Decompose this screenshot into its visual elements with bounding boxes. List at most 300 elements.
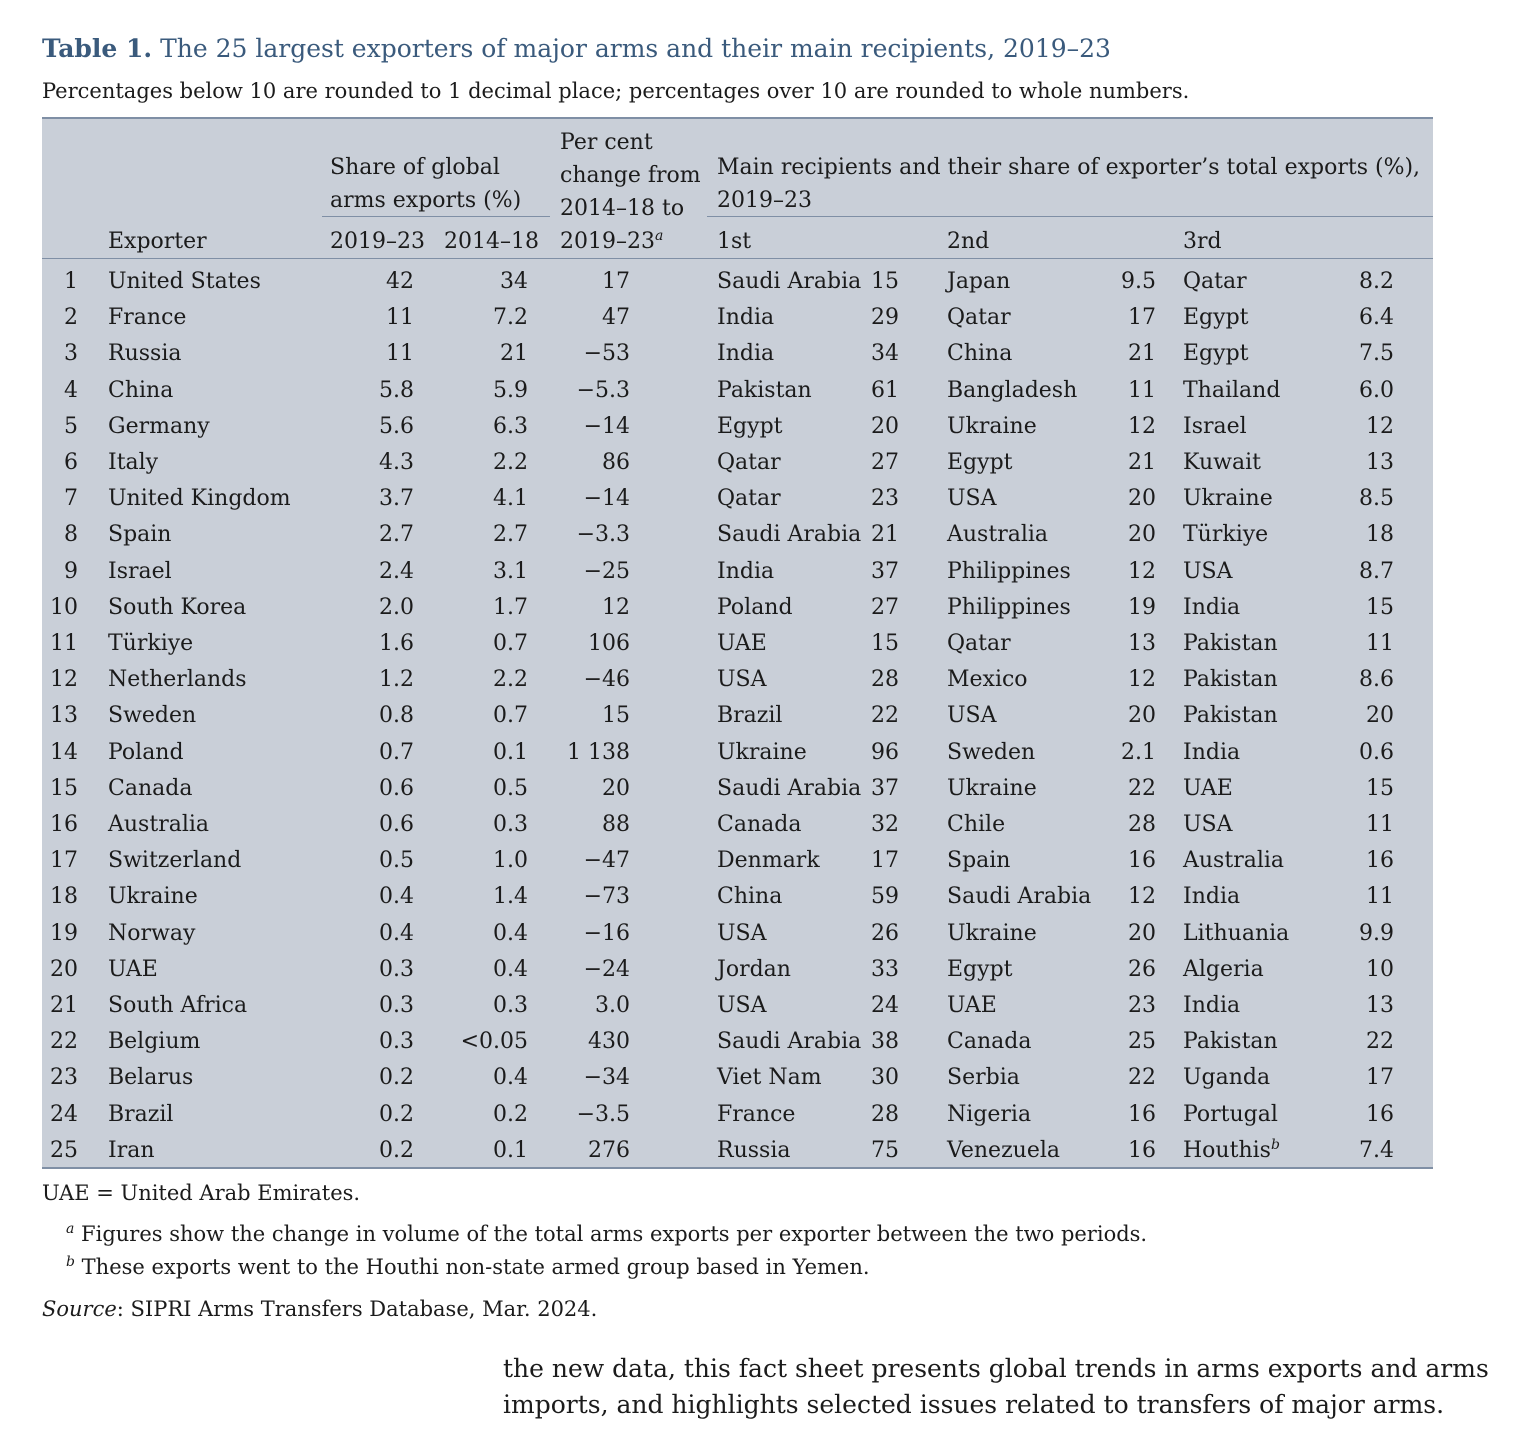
recipient-3-share-cell — [1332, 811, 1394, 839]
recipient-2-share-cell-text: 22 — [1128, 775, 1156, 801]
source-label: Source — [42, 1297, 117, 1321]
recipient-2-cell — [947, 630, 1011, 658]
change-cell-text: 276 — [588, 1137, 630, 1163]
recipient-1-share-cell-text: 21 — [871, 522, 899, 548]
share-2019-cell-text: 0.4 — [379, 884, 414, 910]
recipient-3-share-cell — [1332, 883, 1394, 911]
table-row — [42, 882, 1433, 918]
recipient-3-cell — [1183, 413, 1247, 441]
recipient-2-share-cell — [1092, 594, 1156, 622]
recipient-1-cell — [717, 521, 861, 549]
recipient-3-share-cell — [1332, 630, 1394, 658]
recipient-1-cell-text: China — [717, 884, 783, 910]
share-2019-cell — [330, 739, 414, 767]
change-cell — [560, 702, 630, 730]
change-cell-text: 88 — [602, 812, 630, 837]
recipient-2-cell — [947, 1028, 1031, 1056]
recipient-2-share-cell-text: 9.5 — [1121, 269, 1156, 294]
recipient-1-share-cell — [862, 304, 899, 332]
footnote-a — [66, 1222, 1147, 1246]
recipient-1-share-cell — [862, 702, 899, 730]
recipient-2-share-cell-text: 20 — [1128, 522, 1156, 548]
recipient-3-share-cell-text: 16 — [1366, 1101, 1394, 1127]
header-share-rule — [322, 216, 550, 217]
recipient-1-cell-text: USA — [717, 920, 767, 946]
share-2019-cell — [330, 775, 414, 803]
recipient-2-share-cell — [1092, 1028, 1156, 1056]
body-text-line2: imports, and highlights selected issues related to transfers of major arms. — [503, 1390, 1445, 1419]
recipient-3-share-cell — [1332, 702, 1394, 730]
recipient-1-share-cell — [862, 956, 899, 984]
recipient-3-cell-text: Thailand — [1183, 377, 1281, 403]
recipient-3-share-cell-text: 8.5 — [1359, 486, 1394, 512]
change-cell — [560, 1028, 630, 1056]
exporter-cell — [108, 340, 181, 368]
recipient-3-cell — [1183, 811, 1233, 839]
share-2014-cell — [444, 811, 528, 839]
recipient-1-cell-text: India — [717, 558, 775, 584]
share-2014-cell — [444, 666, 528, 694]
rank-cell-text: 21 — [50, 993, 78, 1018]
recipient-2-cell — [947, 268, 1010, 296]
recipient-3-share-cell-text: 16 — [1366, 848, 1394, 874]
exporter-cell — [108, 630, 193, 658]
exporter-cell — [108, 811, 209, 839]
header-change-line2: change from — [560, 163, 701, 188]
recipient-1-cell — [717, 558, 774, 586]
share-2014-cell — [444, 521, 528, 549]
recipient-1-share-cell-text: 61 — [871, 377, 899, 403]
share-2014-cell — [444, 739, 528, 767]
recipient-2-cell — [947, 521, 1048, 549]
recipient-2-cell-text: Chile — [947, 812, 1006, 837]
change-cell-text: −3.3 — [576, 522, 630, 548]
recipient-3-share-cell — [1332, 558, 1394, 586]
change-cell-text: 430 — [588, 1029, 630, 1055]
recipient-3-share-cell — [1332, 521, 1394, 549]
share-2014-cell-text: 4.1 — [493, 486, 528, 512]
share-2014-cell-text: 1.7 — [493, 594, 528, 620]
exporter-cell — [108, 666, 247, 694]
recipient-2-cell-text: Ukraine — [947, 413, 1037, 439]
share-2014-cell — [444, 558, 528, 586]
share-2014-cell-text: 7.2 — [493, 305, 528, 331]
recipient-1-share-cell — [862, 1028, 899, 1056]
rank-cell-text: 8 — [64, 522, 78, 548]
recipient-3-cell — [1183, 920, 1289, 948]
share-2019-cell-text: 0.6 — [379, 775, 414, 801]
recipient-1-share-cell-text: 37 — [871, 775, 899, 801]
change-cell — [560, 666, 630, 694]
share-2019-cell-text: 0.3 — [379, 993, 414, 1018]
share-2019-cell — [330, 666, 414, 694]
table-row — [42, 412, 1433, 448]
rank-cell — [42, 449, 78, 477]
recipient-2-cell-text: Canada — [947, 1029, 1032, 1055]
exporter-cell — [108, 702, 196, 730]
share-2014-cell — [444, 340, 528, 368]
recipient-1-cell-text: India — [717, 305, 775, 331]
recipient-3-share-cell-text: 7.4 — [1359, 1137, 1394, 1163]
header-recipients-line2: 2019–23 — [717, 188, 812, 213]
rank-cell — [42, 377, 78, 405]
recipient-1-cell-text: Saudi Arabia — [717, 1029, 862, 1055]
share-2014-cell — [444, 594, 528, 622]
recipient-3-share-cell-text: 10 — [1366, 956, 1394, 982]
recipient-2-share-cell — [1092, 1101, 1156, 1129]
recipient-3-share-cell-text: 11 — [1366, 884, 1394, 910]
recipient-1-cell-text: Saudi Arabia — [717, 522, 862, 548]
table-row — [42, 1063, 1433, 1099]
recipient-3-share-cell-text: 0.6 — [1359, 739, 1394, 765]
share-2014-cell — [444, 304, 528, 332]
exporter-cell-text: South Korea — [108, 594, 247, 620]
exporter-cell — [108, 521, 171, 549]
share-2014-cell-text: 0.3 — [493, 993, 528, 1018]
rank-cell-text: 13 — [50, 703, 78, 729]
recipient-1-share-cell — [862, 1064, 899, 1092]
recipient-2-cell-text: Bangladesh — [947, 377, 1078, 403]
share-2014-cell-text: 2.2 — [493, 450, 528, 475]
share-2019-cell-text: 2.7 — [379, 522, 414, 548]
rank-cell — [42, 413, 78, 441]
arms-exporters-table — [42, 117, 1433, 1169]
header-share-line1: Share of global — [330, 155, 500, 180]
recipient-2-cell — [947, 413, 1037, 441]
recipient-1-cell — [717, 449, 781, 477]
recipient-2-share-cell-text: 20 — [1128, 920, 1156, 946]
recipient-3-share-cell — [1332, 956, 1394, 984]
recipient-3-cell-text: Pakistan — [1183, 703, 1278, 729]
recipient-2-share-cell-text: 16 — [1128, 1101, 1156, 1127]
recipient-1-share-cell — [862, 340, 899, 368]
exporter-cell — [108, 413, 210, 441]
recipient-1-cell — [717, 775, 861, 803]
footnote-b-text: These exports went to the Houthi non-state armed group based in Yemen. — [81, 1255, 870, 1279]
exporter-cell — [108, 1064, 193, 1092]
recipient-2-cell — [947, 739, 1035, 767]
recipient-3-share-cell — [1332, 1101, 1394, 1129]
share-2014-cell-text: 0.7 — [493, 703, 528, 729]
header-recipient-3rd: 3rd — [1183, 229, 1222, 254]
rank-cell-text: 11 — [50, 631, 78, 656]
recipient-3-share-cell-text: 13 — [1366, 993, 1394, 1018]
change-cell — [560, 920, 630, 948]
recipient-2-cell — [947, 775, 1037, 803]
share-2014-cell — [444, 883, 528, 911]
rank-cell-text: 9 — [64, 558, 78, 584]
recipient-1-cell-text: Canada — [717, 812, 802, 837]
share-2019-cell — [330, 1064, 414, 1092]
rank-cell-text: 25 — [50, 1137, 78, 1163]
exporter-cell — [108, 449, 158, 477]
footnote-a-mark: a — [66, 1221, 75, 1237]
table-title-text: The 25 largest exporters of major arms and their main recipients, 2019–23 — [160, 34, 1111, 63]
share-2014-cell — [444, 1137, 528, 1165]
recipient-2-cell — [947, 847, 1010, 875]
recipient-3-share-cell-text: 7.5 — [1359, 341, 1394, 367]
rank-cell-text: 10 — [50, 594, 78, 620]
recipient-2-share-cell — [1092, 1064, 1156, 1092]
recipient-1-cell-text: Saudi Arabia — [717, 775, 862, 801]
share-2019-cell-text: 42 — [386, 269, 414, 294]
recipient-1-share-cell-text: 17 — [871, 848, 899, 874]
recipient-2-share-cell — [1092, 304, 1156, 332]
recipient-1-share-cell — [862, 847, 899, 875]
share-2019-cell-text: 5.8 — [379, 377, 414, 403]
share-2014-cell-text: 0.5 — [493, 775, 528, 801]
share-2019-cell-text: 1.6 — [379, 631, 414, 656]
exporter-cell-text: Germany — [108, 413, 210, 439]
share-2019-cell — [330, 883, 414, 911]
exporter-cell — [108, 1137, 155, 1165]
recipient-1-cell-text: UAE — [717, 631, 767, 656]
change-cell-text: −14 — [583, 486, 630, 512]
recipient-3-cell-text: Lithuania — [1183, 920, 1290, 946]
recipient-3-share-cell — [1332, 485, 1394, 513]
share-2014-cell-text: <0.05 — [460, 1029, 528, 1055]
share-2014-cell-text: 0.4 — [493, 956, 528, 982]
change-cell — [560, 485, 630, 513]
table-row — [42, 738, 1433, 774]
share-2014-cell — [444, 1028, 528, 1056]
recipient-3-share-cell — [1332, 666, 1394, 694]
share-2014-cell — [444, 702, 528, 730]
rank-cell-text: 22 — [50, 1029, 78, 1055]
recipient-2-share-cell — [1092, 739, 1156, 767]
recipient-1-share-cell-text: 38 — [871, 1029, 899, 1055]
share-2019-cell — [330, 413, 414, 441]
rank-cell-text: 3 — [64, 341, 78, 367]
recipient-2-cell — [947, 956, 1013, 984]
recipient-1-cell — [717, 666, 767, 694]
share-2019-cell-text: 0.2 — [379, 1137, 414, 1163]
exporter-cell-text: Türkiye — [108, 631, 194, 656]
rank-cell — [42, 304, 78, 332]
table-row — [42, 774, 1433, 810]
rank-cell-text: 23 — [50, 1065, 78, 1091]
recipient-2-share-cell-text: 16 — [1128, 1137, 1156, 1163]
header-change-period: 2019–23 — [560, 229, 655, 254]
recipient-2-cell — [947, 377, 1077, 405]
recipient-1-share-cell-text: 20 — [871, 413, 899, 439]
share-2019-cell-text: 11 — [386, 341, 414, 367]
rank-cell-text: 16 — [50, 812, 78, 837]
recipient-1-share-cell — [862, 811, 899, 839]
recipient-1-share-cell-text: 27 — [871, 450, 899, 475]
rank-cell — [42, 1028, 78, 1056]
recipient-3-cell-text: Qatar — [1183, 269, 1247, 294]
recipient-2-cell-text: Philippines — [947, 558, 1071, 584]
recipient-3-cell — [1183, 630, 1278, 658]
recipient-1-share-cell-text: 37 — [871, 558, 899, 584]
change-cell — [560, 268, 630, 296]
exporter-cell — [108, 992, 247, 1020]
recipient-1-cell-text: Viet Nam — [717, 1065, 822, 1091]
table-row — [42, 955, 1433, 991]
share-2014-cell — [444, 485, 528, 513]
share-2019-cell — [330, 920, 414, 948]
table-row — [42, 1136, 1433, 1172]
exporter-cell — [108, 304, 186, 332]
recipient-3-cell-text: Pakistan — [1183, 631, 1278, 656]
recipient-3-cell — [1183, 702, 1278, 730]
abbrev-note: UAE = United Arab Emirates. — [42, 1181, 361, 1205]
recipient-2-cell-text: Japan — [947, 269, 1011, 294]
recipient-3-cell — [1183, 956, 1264, 984]
recipient-1-share-cell-text: 59 — [871, 884, 899, 910]
share-2019-cell-text: 2.0 — [379, 594, 414, 620]
recipient-1-cell — [717, 1101, 795, 1129]
recipient-1-cell-text: Qatar — [717, 450, 781, 475]
share-2019-cell — [330, 594, 414, 622]
rank-cell-text: 4 — [64, 377, 78, 403]
recipient-3-cell — [1183, 1101, 1278, 1129]
recipient-1-cell — [717, 268, 861, 296]
change-cell-text: −16 — [583, 920, 630, 946]
exporter-cell-text: Norway — [108, 920, 196, 946]
recipient-2-share-cell — [1092, 1137, 1156, 1165]
share-2014-cell — [444, 847, 528, 875]
recipient-3-cell-text: Israel — [1183, 413, 1247, 439]
recipient-2-share-cell-text: 17 — [1128, 305, 1156, 331]
share-2014-cell — [444, 775, 528, 803]
recipient-3-share-cell-text: 20 — [1366, 703, 1394, 729]
recipient-1-share-cell — [862, 558, 899, 586]
change-cell-text: 20 — [602, 775, 630, 801]
recipient-3-share-cell — [1332, 992, 1394, 1020]
recipient-1-share-cell — [862, 883, 899, 911]
recipient-1-cell — [717, 739, 807, 767]
share-2019-cell — [330, 956, 414, 984]
recipient-2-cell-text: UAE — [947, 993, 997, 1018]
exporter-cell — [108, 485, 291, 513]
recipient-3-cell-text: USA — [1183, 558, 1233, 584]
recipient-2-share-cell — [1092, 268, 1156, 296]
exporter-cell — [108, 558, 172, 586]
change-cell — [560, 521, 630, 549]
exporter-cell — [108, 268, 261, 296]
recipient-1-cell-text: Poland — [717, 594, 793, 620]
exporter-cell-text: United States — [108, 269, 261, 294]
share-2019-cell — [330, 558, 414, 586]
share-2019-cell-text: 2.4 — [379, 558, 414, 584]
recipient-2-cell-text: Serbia — [947, 1065, 1020, 1091]
recipient-3-cell — [1183, 1028, 1278, 1056]
table-row — [42, 557, 1433, 593]
recipient-3-cell-text: USA — [1183, 812, 1233, 837]
change-cell-text: 47 — [602, 305, 630, 331]
exporter-cell-text: China — [108, 377, 174, 403]
recipient-3-share-cell-text: 18 — [1366, 522, 1394, 548]
recipient-2-share-cell — [1092, 485, 1156, 513]
recipient-1-share-cell — [862, 377, 899, 405]
rank-cell-text: 12 — [50, 667, 78, 693]
exporter-cell-text: Spain — [108, 522, 172, 548]
recipient-3-cell-text: Australia — [1183, 848, 1285, 874]
table-row — [42, 1100, 1433, 1136]
recipient-1-cell-text: France — [717, 1101, 796, 1127]
recipient-1-share-cell — [862, 920, 899, 948]
recipient-1-cell-text: Ukraine — [717, 739, 807, 765]
change-cell — [560, 1137, 630, 1165]
recipient-1-cell — [717, 485, 781, 513]
recipient-3-share-cell — [1332, 1137, 1394, 1165]
recipient-2-cell — [947, 702, 997, 730]
change-cell — [560, 1064, 630, 1092]
recipient-2-cell-text: China — [947, 341, 1013, 367]
share-2019-cell — [330, 521, 414, 549]
recipient-3-cell — [1183, 485, 1273, 513]
recipient-3-cell — [1183, 1137, 1280, 1165]
rank-cell-text: 6 — [64, 450, 78, 475]
recipient-3-share-cell-text: 11 — [1366, 812, 1394, 837]
rank-cell — [42, 558, 78, 586]
header-recipients-line1: Main recipients and their share of exporter’s total exports (%), — [717, 155, 1421, 180]
exporter-cell — [108, 1028, 200, 1056]
recipient-1-cell — [717, 956, 791, 984]
recipient-3-share-cell — [1332, 594, 1394, 622]
recipient-1-share-cell — [862, 521, 899, 549]
recipient-1-share-cell-text: 22 — [871, 703, 899, 729]
recipient-3-cell-text: India — [1183, 884, 1241, 910]
recipient-3-cell — [1183, 449, 1261, 477]
table-row — [42, 810, 1433, 846]
recipient-1-share-cell — [862, 1137, 899, 1165]
recipient-2-cell — [947, 1101, 1031, 1129]
footnote-b-marker: b — [1270, 1136, 1280, 1153]
change-cell — [560, 956, 630, 984]
recipient-3-cell-text: Algeria — [1183, 956, 1264, 982]
source-text: : SIPRI Arms Transfers Database, Mar. 2024. — [116, 1297, 598, 1321]
share-2019-cell — [330, 811, 414, 839]
change-cell — [560, 1101, 630, 1129]
rank-cell — [42, 811, 78, 839]
recipient-1-cell — [717, 304, 774, 332]
recipient-3-cell-text: Pakistan — [1183, 1029, 1278, 1055]
recipient-2-cell-text: Saudi Arabia — [947, 884, 1092, 910]
recipient-2-share-cell — [1092, 811, 1156, 839]
share-2014-cell-text: 3.1 — [493, 558, 528, 584]
body-text-line1: the new data, this fact sheet presents global trends in arms exports and arms — [503, 1354, 1489, 1383]
recipient-1-cell-text: Denmark — [717, 848, 820, 874]
recipient-3-share-cell — [1332, 847, 1394, 875]
exporter-cell — [108, 739, 184, 767]
change-cell — [560, 413, 630, 441]
rank-cell — [42, 521, 78, 549]
change-cell-text: −73 — [583, 884, 630, 910]
rank-cell — [42, 1064, 78, 1092]
recipient-3-cell-text: India — [1183, 594, 1241, 620]
share-2019-cell-text: 0.2 — [379, 1101, 414, 1127]
recipient-1-cell-text: Pakistan — [717, 377, 812, 403]
recipient-1-cell — [717, 1137, 790, 1165]
table-row — [42, 267, 1433, 303]
recipient-3-cell-text: Ukraine — [1183, 486, 1273, 512]
recipient-3-share-cell — [1332, 268, 1394, 296]
share-2014-cell-text: 0.3 — [493, 812, 528, 837]
exporter-cell-text: Israel — [108, 558, 172, 584]
exporter-cell-text: Canada — [108, 775, 193, 801]
exporter-cell-text: Italy — [108, 450, 159, 475]
share-2019-cell — [330, 630, 414, 658]
header-bottom-rule — [42, 258, 1433, 259]
share-2019-cell-text: 0.3 — [379, 1029, 414, 1055]
recipient-2-cell — [947, 304, 1011, 332]
change-cell-text: 86 — [602, 450, 630, 475]
recipient-2-share-cell-text: 11 — [1128, 377, 1156, 403]
recipient-2-cell-text: Egypt — [947, 956, 1013, 982]
